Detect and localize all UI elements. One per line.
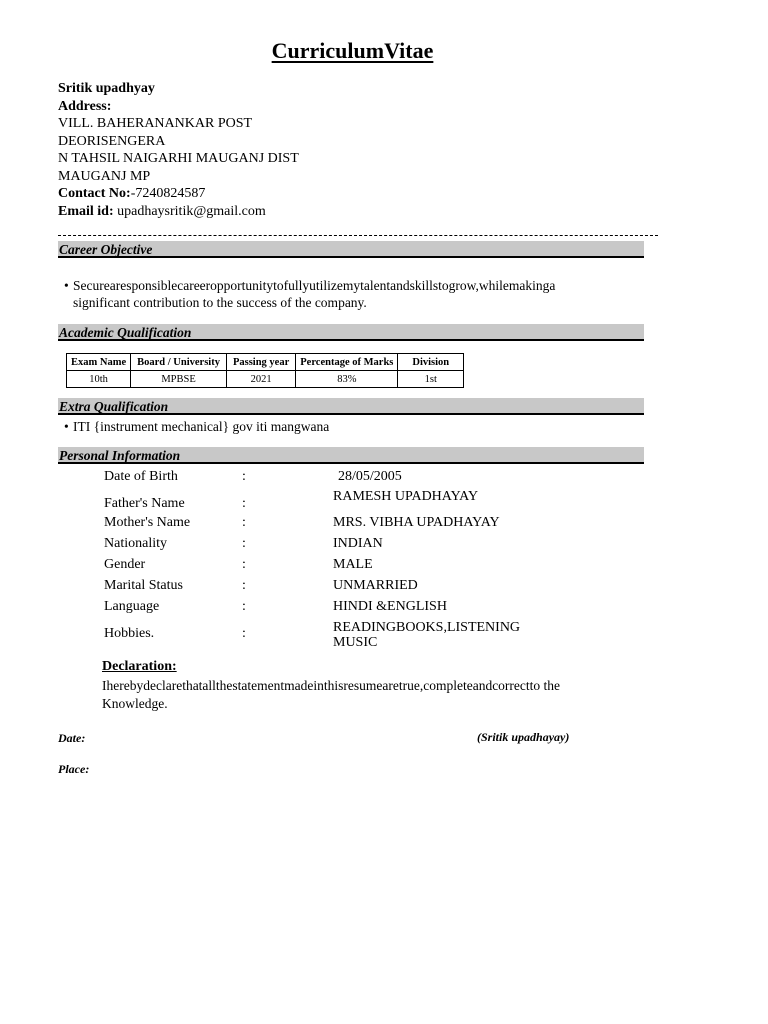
section-extra: Extra Qualification: [58, 398, 644, 415]
declaration-line-1: Iherebydeclarethatallthestatementmadeinthisresumearetrue,completeandcorrectto the: [102, 678, 561, 693]
section-career-objective: Career Objective: [58, 241, 644, 258]
declaration-line-2: Knowledge.: [102, 695, 168, 711]
info-label: Hobbies.: [104, 626, 155, 641]
document-title: [0, 38, 705, 64]
declaration-heading: Declaration:: [102, 659, 177, 674]
info-value: UNMARRIED: [333, 578, 418, 593]
info-colon: :: [242, 599, 246, 614]
extra-qualification-line: [64, 418, 329, 435]
signature-name: (Sritik upadhayay): [477, 730, 570, 744]
info-label: Mother's Name: [104, 515, 191, 530]
email-value: upadhaysritik@gmail.com: [113, 203, 266, 219]
info-label: Father's Name: [104, 496, 185, 511]
objective-line-2: significant contribution to the success of the company.: [73, 295, 367, 310]
info-colon: :: [242, 557, 246, 572]
extra-qualification-text: ITI {instrument mechanical} gov iti mangwana: [73, 419, 330, 434]
info-label: Marital Status: [104, 578, 183, 593]
cell-division: 1st: [398, 371, 464, 388]
contact-block: [58, 80, 299, 220]
address-line: N TAHSIL NAIGARHI MAUGANJ DIST: [58, 151, 299, 166]
table-row: [67, 371, 464, 388]
header-division: Division: [398, 354, 464, 371]
contact-row: [58, 185, 299, 203]
info-value: 28/05/2005: [338, 469, 402, 484]
info-value: INDIAN: [333, 536, 383, 551]
header-exam-name: Exam Name: [67, 354, 131, 371]
info-label: Language: [104, 599, 160, 614]
info-label: Date of Birth: [104, 469, 178, 484]
info-value: HINDI &ENGLISH: [333, 599, 447, 614]
cell-exam: 10th: [67, 371, 131, 388]
address-line: DEORISENGERA: [58, 133, 166, 149]
career-objective-text: [64, 277, 555, 311]
email-row: [58, 203, 299, 221]
career-objective-line: [64, 277, 555, 294]
table-header-row: [67, 354, 464, 371]
contact-value: -7240824587: [130, 186, 206, 201]
cell-board: MPBSE: [131, 371, 227, 388]
contact-label: Contact No:: [58, 186, 131, 201]
info-label: Nationality: [104, 536, 167, 551]
bullet-icon: •: [64, 419, 69, 434]
header-board: Board / University: [131, 354, 227, 371]
info-value: MRS. VIBHA UPADHAYAY: [333, 515, 500, 530]
info-colon: :: [242, 515, 246, 530]
cell-year: 2021: [226, 371, 295, 388]
info-colon: :: [242, 536, 246, 551]
cell-percentage: 83%: [296, 371, 398, 388]
info-colon: :: [242, 469, 246, 484]
bullet-icon: •: [64, 278, 69, 293]
section-academic: Academic Qualification: [58, 324, 644, 341]
info-colon: :: [242, 578, 246, 593]
info-value: RAMESH UPADHAYAY: [333, 489, 479, 504]
info-colon: :: [242, 496, 246, 511]
header-passing-year: Passing year: [226, 354, 295, 371]
place-label: Place:: [58, 762, 90, 776]
title-text: CurriculumVitae: [271, 38, 434, 63]
extra-qualification: [64, 418, 329, 435]
declaration-text: [102, 677, 602, 712]
info-colon: :: [242, 626, 246, 641]
academic-table: [66, 353, 464, 388]
section-personal: Personal Information: [58, 447, 644, 464]
info-value: MALE: [333, 557, 373, 572]
divider: [58, 235, 658, 236]
address-label: Address:: [58, 98, 112, 114]
address-line: MAUGANJ MP: [58, 168, 151, 184]
candidate-name: Sritik upadhyay: [58, 81, 155, 96]
info-label: Gender: [104, 557, 146, 572]
address-line: VILL. BAHERANANKAR POST: [58, 116, 253, 131]
date-label: Date:: [58, 731, 86, 745]
header-percentage: Percentage of Marks: [296, 354, 398, 371]
objective-line-1: Securearesponsiblecareeropportunitytofullyutilizemytalentandskillstogrow,whilemakinga: [73, 278, 556, 293]
hobbies-line-2: MUSIC: [333, 635, 378, 650]
email-label: Email id:: [58, 203, 114, 219]
info-value: [333, 620, 520, 650]
hobbies-line-1: READINGBOOKS,LISTENING: [333, 620, 521, 635]
